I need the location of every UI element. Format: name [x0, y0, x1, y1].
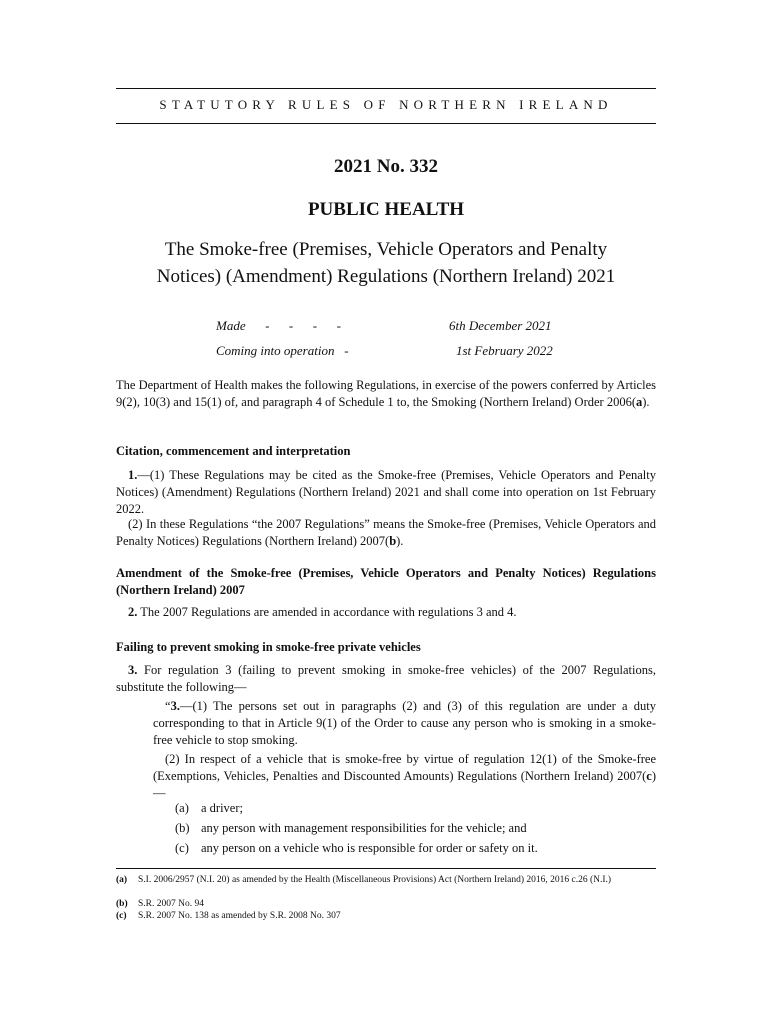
- section-heading-failing-to-prevent: Failing to prevent smoking in smoke-free private vehicles: [116, 640, 421, 654]
- list-item-mark: (a): [175, 801, 189, 815]
- paragraph-text: (2) In respect of a vehicle that is smoke-free by virtue of regulation 12(1) of the Smoke-free (Exemptions, Vehicles, Penalties and Discounted Amounts) Regulations (Northern Ireland) 2007(: [153, 752, 656, 783]
- title-line-1: The Smoke-free (Premises, Vehicle Operators and Penalty: [164, 239, 608, 260]
- list-item-text: any person on a vehicle who is responsible for order or safety on it.: [201, 841, 538, 855]
- preamble-text: The Department of Health makes the following Regulations, in exercise of the powers conferred by Articles 9(2), 10(3) and 15(1) of, and paragraph 4 of Schedule 1 to, the Smoking (Northern Ireland) Order 2006(: [116, 378, 656, 409]
- instrument-subject: PUBLIC HEALTH: [307, 199, 465, 220]
- regulation-1-paragraph-2: [116, 516, 656, 550]
- series-rule: [116, 123, 656, 124]
- paragraph-text: (2) In these Regulations “the 2007 Regulations” means the Smoke-free (Premises, Vehicle Operators and Penalty Notices) Regulations (Northern Ireland) 2007(: [116, 517, 656, 548]
- footnote-ref-a[interactable]: a: [635, 395, 643, 409]
- footnote-rule: [116, 868, 656, 869]
- footnote-mark: (b): [116, 899, 128, 909]
- paragraph-text: For regulation 3 (failing to prevent smoking in smoke-free vehicles) of the 2007 Regulations, substitute the following—: [116, 663, 656, 694]
- footnote-text: S.R. 2007 No. 138 as amended by S.R. 2008 No. 307: [138, 911, 341, 921]
- footnote-mark: (a): [116, 875, 128, 885]
- quoted-regulation-number: 3.: [170, 699, 180, 713]
- regulation-1-paragraph-1: [116, 467, 656, 518]
- list-item-text: a driver;: [201, 801, 243, 815]
- preamble-end: ).: [642, 395, 650, 409]
- regulation-number: 3.: [128, 663, 138, 677]
- instrument-number: 2021 No. 332: [334, 156, 438, 177]
- footnote-mark: (c): [116, 911, 127, 921]
- preamble: [116, 377, 656, 411]
- series-heading: STATUTORY RULES OF NORTHERN IRELAND: [159, 97, 613, 112]
- quoted-regulation-3-paragraph-1: [153, 698, 656, 749]
- open-quote: “: [165, 699, 171, 713]
- top-rule: [116, 88, 656, 89]
- coming-into-operation-value: 1st February 2022: [456, 343, 553, 358]
- regulation-2: [116, 604, 656, 621]
- list-item-mark: (c): [175, 841, 189, 855]
- paragraph-text: —(1) The persons set out in paragraphs (2) and (3) of this regulation are under a duty corresponding to that in Article 9(1) of the Order to cause any person who is smoking in a smoke-free vehicle to stop smoking.: [153, 699, 656, 747]
- regulation-3: [116, 662, 656, 696]
- paragraph-text: The 2007 Regulations are amended in accordance with regulations 3 and 4.: [137, 605, 517, 619]
- list-item-mark: (b): [175, 821, 190, 835]
- section-heading-citation: Citation, commencement and interpretation: [116, 444, 351, 458]
- paragraph-end: ).: [396, 534, 404, 548]
- coming-into-operation-label: Coming into operation -: [216, 343, 349, 358]
- footnote-ref-b[interactable]: b: [389, 534, 397, 548]
- made-value: 6th December 2021: [449, 318, 552, 333]
- regulation-number: 2.: [128, 605, 138, 619]
- footnote-ref-c[interactable]: c: [646, 769, 652, 783]
- quoted-regulation-3-paragraph-2: [153, 751, 656, 802]
- footnote-text: S.R. 2007 No. 94: [138, 899, 204, 909]
- paragraph-end: )—: [153, 769, 656, 800]
- instrument-title: [116, 236, 656, 290]
- regulation-number: 1.: [128, 468, 138, 482]
- title-line-2: Notices) (Amendment) Regulations (Northern Ireland) 2021: [156, 266, 616, 287]
- footnote-text: S.I. 2006/2957 (N.I. 20) as amended by the Health (Miscellaneous Provisions) Act (Northern Ireland) 2016, 2016 c.26 (N.I.): [138, 875, 612, 885]
- made-label: Made - - - -: [216, 318, 341, 333]
- list-item-text: any person with management responsibilities for the vehicle; and: [201, 821, 527, 835]
- paragraph-text: —(1) These Regulations may be cited as the Smoke-free (Premises, Vehicle Operators and Penalty Notices) (Amendment) Regulations (Northern Ireland) 2021 and shall come into operation on 1st February 2022.: [116, 468, 656, 516]
- section-heading-amendment: Amendment of the Smoke-free (Premises, Vehicle Operators and Penalty Notices) Regulations (Northern Ireland) 2007: [116, 566, 656, 597]
